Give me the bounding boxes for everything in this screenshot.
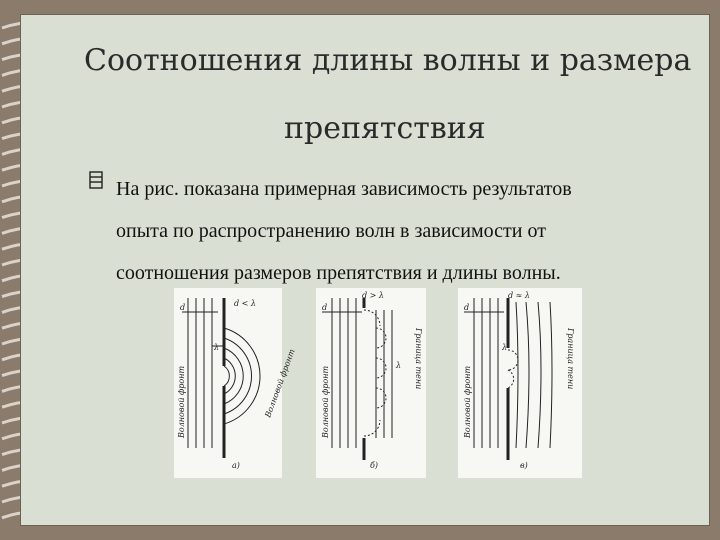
bullet-line-3: соотношения размеров препятствия и длины волны. [116,262,561,284]
figure-panel-c [458,288,582,478]
title-line-2: препятствия [284,111,486,146]
right-label-a: Волновой фронт [263,347,297,419]
svg-text:λ: λ [214,343,220,352]
bullet-text [116,168,696,294]
condition-label-c: d ≈ λ [508,291,530,300]
condition-label-b: d > λ [362,291,384,300]
right-label-b: Граница тени [414,328,423,390]
left-label-c: Волновой фронт [463,365,472,438]
caption-b: б) [370,461,379,470]
left-label-b: Волновой фронт [321,365,330,438]
caption-a: а) [232,461,240,470]
svg-text:d: d [180,303,186,312]
condition-label-a: d < λ [234,299,256,308]
svg-text:d: d [322,303,328,312]
title-line-1: Соотношения длины волны и размера [84,43,692,78]
figure-panel-a [174,288,297,478]
bullet-line-1: На рис. показана примерная зависимость результатов [116,178,572,200]
caption-c: в) [520,461,528,470]
right-label-c: Граница тени [566,328,575,390]
figure-panel-b [316,288,426,478]
bullet-line-2: опыта по распространению волн в зависимости от [116,220,546,242]
bullet-icon [88,170,104,190]
svg-text:d: d [464,303,470,312]
svg-text:λ: λ [396,361,402,370]
left-label-a: Волновой фронт [177,365,186,438]
svg-text:λ: λ [502,343,508,352]
